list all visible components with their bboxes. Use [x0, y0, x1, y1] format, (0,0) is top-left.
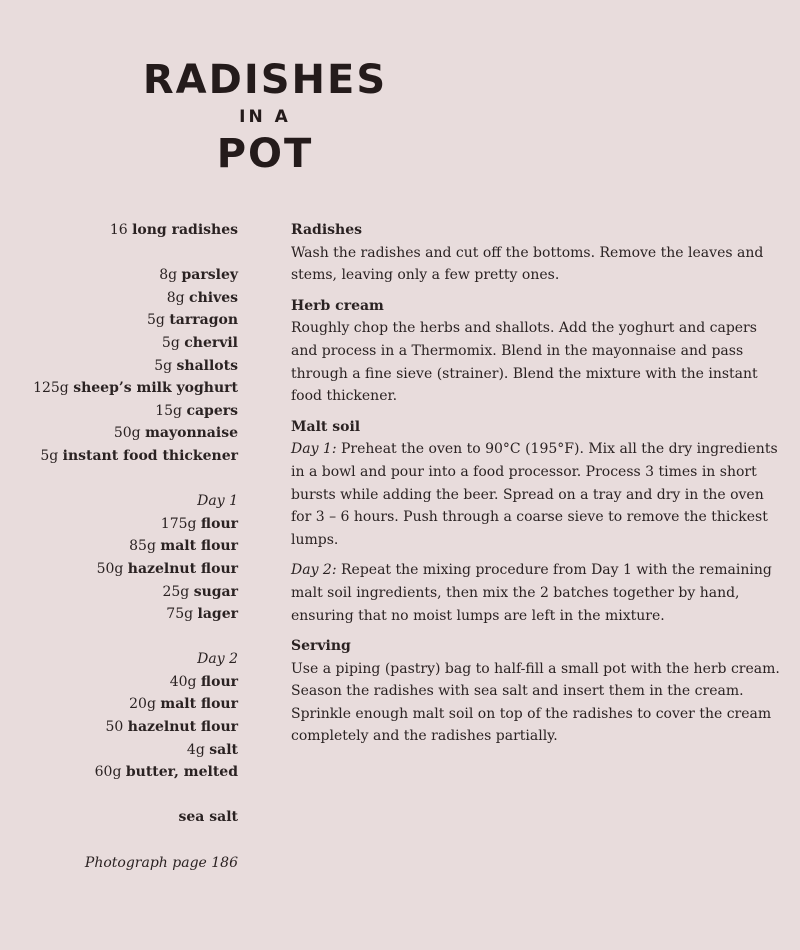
malt-soil-day-1	[291, 438, 781, 551]
section-heading: Herb cream	[291, 297, 384, 314]
ingredient-item	[20, 422, 238, 445]
ingredients-list	[20, 219, 238, 874]
ingredient-quantity: 50g	[96, 560, 124, 577]
section-heading: Serving	[291, 638, 351, 655]
section-text: Wash the radishes and cut off the bottoms. Remove the leaves and stems, leaving only a few pretty ones.	[291, 244, 764, 284]
ingredient-item	[20, 355, 238, 378]
ingredient-item	[20, 513, 238, 536]
ingredient-name: salt	[209, 741, 238, 758]
day-label: Day 1:	[291, 441, 337, 458]
ingredient-spacer	[20, 784, 238, 807]
ingredient-quantity: 50	[105, 719, 124, 736]
day-text: Repeat the mixing procedure from Day 1 with the remaining malt soil ingredients, then mix the 2 batches together by hand, ensuring that no moist lumps are left in the mixture.	[291, 562, 772, 624]
ingredient-quantity: 5g	[147, 312, 165, 329]
ingredient-item	[20, 671, 238, 694]
ingredient-quantity: 16	[109, 222, 128, 238]
malt-soil-day-2	[291, 559, 781, 627]
ingredient-item	[20, 219, 238, 242]
ingredient-quantity: 5g	[40, 447, 59, 464]
section-heading: Radishes	[291, 222, 362, 238]
ingredient-name: mayonnaise	[145, 425, 238, 442]
ingredient-quantity: 5g	[161, 334, 180, 351]
ingredient-name: instant food thickener	[62, 447, 238, 464]
photograph-reference: Photograph page 186	[84, 854, 238, 871]
ingredient-name: hazelnut flour	[127, 719, 238, 736]
ingredient-name: malt flour	[160, 538, 238, 555]
ingredient-name: flour	[200, 515, 238, 532]
ingredient-quantity: 50g	[113, 425, 141, 442]
ingredient-item	[20, 739, 238, 762]
section-herb-cream	[291, 295, 781, 408]
ingredient-quantity: 20g	[129, 696, 156, 713]
ingredient-name: chervil	[184, 334, 238, 351]
section-text: Use a piping (pastry) bag to half-fill a small pot with the herb cream. Season the radishes with sea salt and insert them in the cream. Sprinkle enough malt soil on top of the radishes to cover the cream completely and the radishes partially.	[291, 660, 780, 745]
section-text: Roughly chop the herbs and shallots. Add the yoghurt and capers and process in a Thermomix. Blend in the mayonnaise and pass through a fine sieve (strainer). Blend the mixture with the instant food thickener.	[291, 320, 758, 405]
recipe-title	[140, 58, 390, 176]
ingredient-quantity: 8g	[166, 289, 185, 306]
ingredient-name: parsley	[181, 267, 238, 284]
ingredient-name: lager	[197, 606, 238, 623]
ingredient-quantity: 175g	[160, 515, 197, 532]
ingredient-quantity: 85g	[129, 538, 156, 555]
ingredient-name: chives	[189, 289, 238, 306]
ingredient-quantity: 75g	[166, 606, 194, 623]
title-line-1: RADISHES	[142, 57, 388, 103]
ingredient-quantity: 8g	[159, 267, 178, 284]
ingredient-item	[20, 603, 238, 626]
ingredient-name: tarragon	[169, 312, 238, 329]
ingredient-quantity: 25g	[162, 583, 190, 600]
method	[291, 219, 781, 756]
ingredient-quantity: 15g	[155, 402, 182, 419]
section-malt-soil	[291, 416, 781, 627]
section-radishes	[291, 219, 781, 287]
ingredient-item	[20, 445, 238, 468]
ingredient-item	[20, 535, 238, 558]
ingredient-item	[20, 287, 238, 310]
ingredient-item	[20, 400, 238, 423]
ingredient-item	[20, 581, 238, 604]
ingredient-quantity: 40g	[169, 673, 197, 690]
ingredient-spacer	[20, 626, 238, 649]
ingredient-spacer	[20, 468, 238, 491]
ingredient-name: butter, melted	[125, 764, 238, 781]
section-serving	[291, 635, 781, 748]
ingredient-quantity: 5g	[154, 357, 173, 374]
day-text: Preheat the oven to 90°C (195°F). Mix all the dry ingredients in a bowl and pour into a food processor. Process 3 times in short bursts while adding the beer. Spread on a tray and dry in the oven for 3 – 6 hours. Push through a coarse sieve to remove the thickest lumps.	[291, 441, 778, 548]
ingredient-name: shallots	[176, 357, 238, 374]
title-line-2: IN A	[239, 107, 291, 127]
ingredient-item	[20, 806, 238, 829]
title-line-3: POT	[216, 131, 314, 177]
ingredient-name: flour	[200, 673, 238, 690]
ingredient-spacer	[20, 829, 238, 852]
ingredient-quantity: 60g	[94, 764, 122, 781]
ingredient-item	[20, 761, 238, 784]
ingredient-item	[20, 377, 238, 400]
ingredient-quantity: 4g	[186, 741, 205, 758]
ingredient-item	[20, 558, 238, 581]
ingredient-group-header: Day 2	[197, 651, 238, 668]
ingredient-item	[20, 264, 238, 287]
ingredient-item	[20, 693, 238, 716]
ingredient-name: sea salt	[178, 809, 238, 826]
ingredient-name: sheep’s milk yoghurt	[73, 380, 238, 397]
ingredient-item	[20, 332, 238, 355]
ingredient-name: malt flour	[160, 696, 238, 713]
ingredient-item	[20, 716, 238, 739]
ingredient-name: long radishes	[132, 222, 238, 238]
section-heading: Malt soil	[291, 418, 361, 435]
day-label: Day 2:	[291, 562, 337, 579]
ingredient-spacer	[20, 242, 238, 265]
ingredient-quantity: 125g	[33, 380, 69, 397]
ingredient-item	[20, 309, 238, 332]
ingredient-group-header: Day 1	[197, 493, 238, 510]
ingredient-name: sugar	[193, 583, 238, 600]
ingredient-name: capers	[186, 402, 238, 419]
ingredient-name: hazelnut flour	[127, 560, 238, 577]
